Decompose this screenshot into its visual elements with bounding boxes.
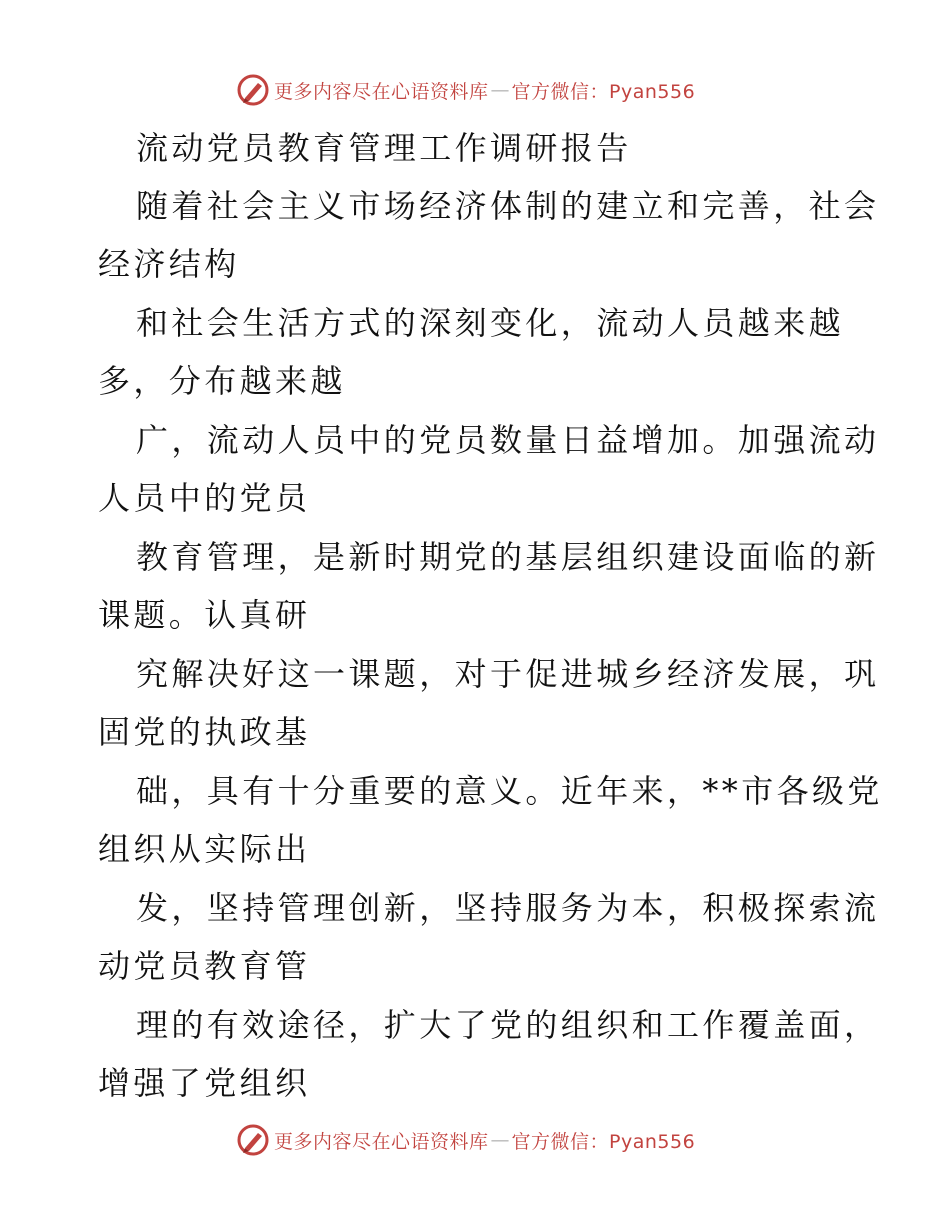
paragraph-line: 教育管理，是新时期党的基层组织建设面临的新 — [136, 538, 880, 576]
watermark-brand-text: 更多内容尽在心语资料库 — [274, 80, 489, 103]
pen-logo-icon — [236, 73, 270, 107]
watermark-wechat-text: 官方微信：Pyan556 — [511, 80, 696, 103]
paragraph-line: 和社会生活方式的深刻变化，流动人员越来越 — [136, 304, 845, 342]
paragraph-line: 究解决好这一课题，对于促进城乡经济发展，巩 — [136, 655, 880, 693]
pen-logo-icon — [236, 1123, 270, 1157]
watermark-wechat-text: 官方微信：Pyan556 — [511, 1130, 696, 1153]
paragraph-line: 随着社会主义市场经济体制的建立和完善，社会 — [136, 187, 880, 225]
paragraph-line: 经济结构 — [98, 245, 240, 283]
watermark-separator: — — [490, 1129, 510, 1151]
paragraph-line: 课题。认真研 — [98, 596, 311, 634]
paragraph-line: 础，具有十分重要的意义。近年来，**市各级党 — [136, 772, 883, 810]
paragraph-line: 动党员教育管 — [98, 947, 311, 985]
watermark-separator: — — [490, 79, 510, 101]
header-watermark — [236, 72, 695, 108]
paragraph-line: 发，坚持管理创新，坚持服务为本，积极探索流 — [136, 889, 880, 927]
paragraph-line: 广，流动人员中的党员数量日益增加。加强流动 — [136, 421, 880, 459]
paragraph-line: 固党的执政基 — [98, 713, 311, 751]
footer-watermark — [236, 1122, 695, 1158]
paragraph-line: 理的有效途径，扩大了党的组织和工作覆盖面， — [136, 1006, 880, 1044]
watermark-brand-text: 更多内容尽在心语资料库 — [274, 1130, 489, 1153]
paragraph-line: 增强了党组织 — [98, 1064, 311, 1102]
paragraph-line: 多，分布越来越 — [98, 362, 346, 400]
document-title: 流动党员教育管理工作调研报告 — [136, 129, 632, 167]
paragraph-line: 组织从实际出 — [98, 830, 311, 868]
paragraph-line: 人员中的党员 — [98, 479, 311, 517]
